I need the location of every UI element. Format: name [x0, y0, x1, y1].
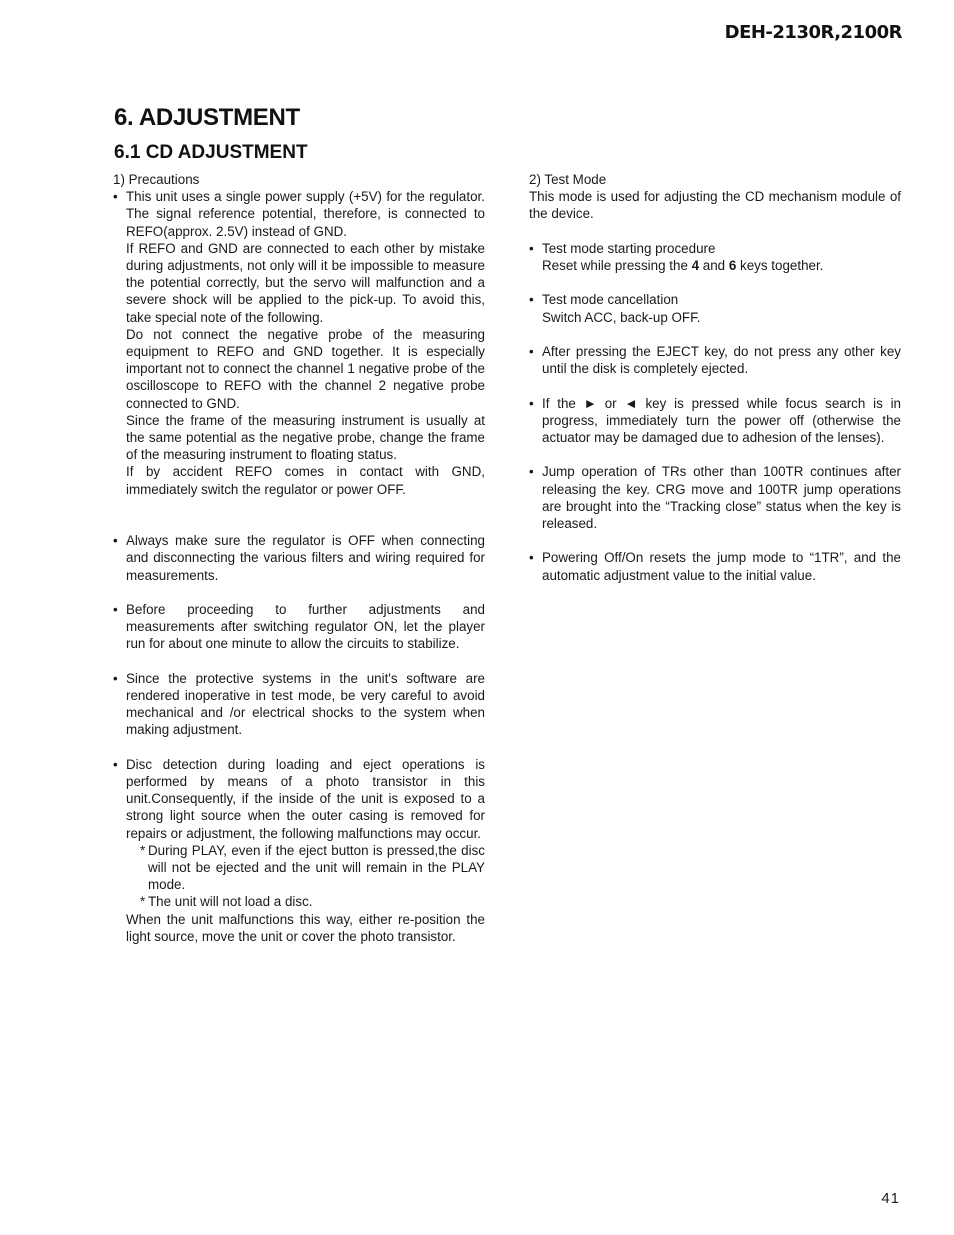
- page-title: 6. ADJUSTMENT: [114, 104, 300, 131]
- page-number: 41: [881, 1190, 900, 1207]
- list-item: [529, 463, 901, 532]
- paragraph: Before proceeding to further adjustments and measurements after switching regulator ON, let the player run for about one minute to allow the circuits to stabilize.: [126, 602, 485, 652]
- section-title: 6.1 CD ADJUSTMENT: [114, 142, 308, 163]
- sub-item: [126, 893, 485, 910]
- list-item: [113, 670, 485, 739]
- sub-item: [126, 842, 485, 894]
- paragraph: Jump operation of TRs other than 100TR continues after releasing the key. CRG move and 100TR jump operations are brought into the “Tracking close” status when the key is released.: [542, 464, 901, 531]
- item-text: Switch ACC, back-up OFF.: [542, 309, 701, 325]
- paragraph: Since the frame of the measuring instrument is usually at the same potential as the negative probe, change the frame of the measuring instrument to floating status.: [126, 412, 485, 463]
- bullet-icon: •: [529, 292, 534, 308]
- paragraph: Disc detection during loading and eject operations is performed by means of a photo transistor in this unit.Consequently, if the inside of the unit is exposed to a strong light source when the outer casing is removed for repairs or adjustment, the following malfunctions may occur.: [126, 756, 485, 841]
- key-label: 6: [728, 258, 737, 273]
- paragraph: Since the protective systems in the unit's software are rendered inoperative in test mode, be very careful to avoid mechanical and /or electrical shocks to the system when making adjustment.: [126, 670, 485, 738]
- list-item: [529, 291, 901, 325]
- item-title: Test mode starting procedure: [542, 240, 716, 256]
- text-run: key is pressed while focus search is in progress, immediately turn the power off (otherwise the actuator may be damaged due to adhesion of the lenses).: [542, 395, 901, 445]
- list-item: [529, 240, 901, 274]
- play-reverse-icon: ◄: [624, 395, 638, 411]
- sub-item-text: The unit will not load a disc.: [148, 894, 313, 910]
- bullet-icon: •: [529, 395, 534, 411]
- list-item: [529, 549, 901, 583]
- bullet-icon: •: [113, 756, 118, 772]
- paragraph: Powering Off/On resets the jump mode to “1TR”, and the automatic adjustment value to the initial value.: [542, 550, 901, 583]
- left-column: [113, 171, 485, 945]
- list-item: [113, 601, 485, 653]
- bullet-icon: •: [529, 240, 534, 256]
- paragraph: [542, 395, 901, 447]
- paragraph: If by accident REFO comes in contact with GND, immediately switch the regulator or power OFF.: [126, 464, 485, 497]
- bullet-icon: •: [113, 602, 118, 618]
- text-run: If the: [542, 395, 584, 411]
- model-number: DEH-2130R,2100R: [724, 22, 902, 43]
- paragraph: When the unit malfunctions this way, either re-position the light source, move the unit or cover the photo transistor.: [126, 911, 485, 944]
- list-item: [529, 395, 901, 447]
- precautions-heading: 1) Precautions: [113, 172, 200, 187]
- bullet-icon: •: [529, 550, 534, 566]
- bullet-icon: •: [113, 189, 118, 205]
- paragraph: Always make sure the regulator is OFF when connecting and disconnecting the various filters and wiring required for measurements.: [126, 533, 485, 583]
- asterisk-icon: *: [140, 894, 146, 910]
- paragraph: This unit uses a single power supply (+5V) for the regulator. The signal reference potential, therefore, is connected to REFO(approx. 2.5V) instead of GND.: [126, 189, 485, 239]
- sub-item-text: During PLAY, even if the eject button is pressed,the disc will not be ejected and the unit will remain in the PLAY mode.: [148, 842, 485, 893]
- item-title: Test mode cancellation: [542, 292, 679, 308]
- bullet-icon: •: [113, 670, 118, 686]
- key-label: 4: [691, 258, 700, 273]
- test-mode-intro: This mode is used for adjusting the CD mechanism module of the device.: [529, 189, 901, 222]
- list-item: [529, 343, 901, 377]
- list-item: [113, 188, 485, 498]
- right-column: [529, 171, 901, 584]
- asterisk-icon: *: [140, 842, 146, 858]
- list-item: [113, 756, 485, 945]
- list-item: [113, 532, 485, 584]
- item-text: [542, 257, 901, 274]
- paragraph: If REFO and GND are connected to each other by mistake during adjustments, not only will it be impossible to measure the potential correctly, but the servo will malfunction and a severe shock will be applied to the pick-up. To avoid this, take special note of the following.: [126, 240, 485, 325]
- text-run: and: [699, 258, 729, 273]
- paragraph: Do not connect the negative probe of the measuring equipment to REFO and GND together. It is especially important not to connect the channel 1 negative probe of the oscilloscope to REFO with the channel 2 negative probe connected to GND.: [126, 326, 485, 411]
- bullet-icon: •: [529, 343, 534, 359]
- paragraph: After pressing the EJECT key, do not press any other key until the disk is completely ejected.: [542, 343, 901, 377]
- bullet-icon: •: [113, 533, 118, 549]
- text-run: keys together.: [736, 258, 824, 273]
- test-mode-heading: 2) Test Mode: [529, 172, 607, 187]
- text-run: Reset while pressing the: [542, 258, 692, 273]
- play-forward-icon: ►: [583, 395, 597, 411]
- text-run: or: [596, 395, 625, 411]
- bullet-icon: •: [529, 464, 534, 480]
